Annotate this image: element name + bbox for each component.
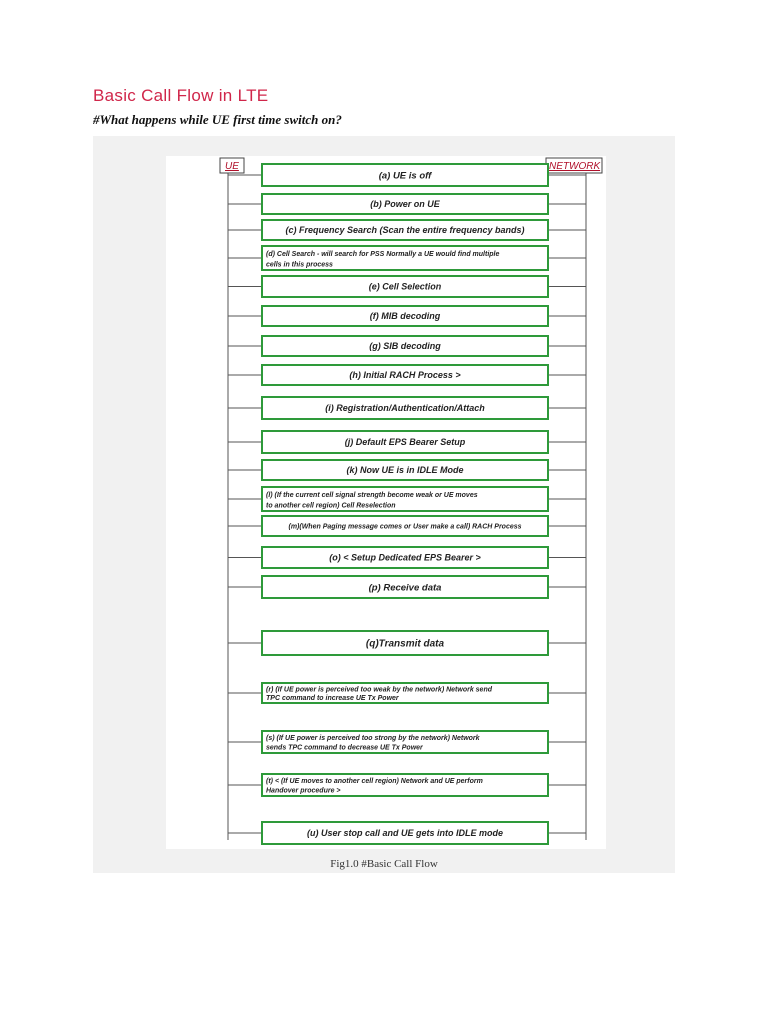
step-label: (o) < Setup Dedicated EPS Bearer > [329,552,481,563]
step-label: (s) (If UE power is perceived too strong by the network) Network [266,735,480,743]
step-label: (m)(When Paging message comes or User make a call) RACH Process [288,523,522,531]
step-label: (a) UE is off [378,170,432,182]
step-label: (u) User stop call and UE gets into IDLE mode [306,828,504,839]
step-label: (c) Frequency Search (Scan the entire frequency bands) [285,225,525,236]
flow-step [228,164,586,186]
step-label: (f) MIB decoding [369,311,441,322]
flow-step [228,547,586,568]
flow-step [228,365,586,385]
network-lane-label: NETWORK [549,161,601,172]
step-label: to another cell region) Cell Reselection [266,502,396,510]
step-label: Handover procedure > [266,787,341,795]
step-label: TPC command to increase UE Tx Power [266,695,399,702]
ue-lane-label: UE [225,161,239,172]
flow-step [228,631,586,655]
flow-step [228,576,586,598]
flow-step [228,431,586,453]
flow-step [228,516,586,536]
step-label: (k) Now UE is in IDLE Mode [346,465,464,476]
step-label: (b) Power on UE [370,199,440,210]
call-flow-diagram [166,156,606,849]
step-label: (e) Cell Selection [368,281,442,292]
flow-step [228,397,586,419]
flow-step [228,336,586,356]
step-label: (g) SIB decoding [369,341,441,352]
steps-group [228,164,586,844]
step-label: (j) Default EPS Bearer Setup [344,437,466,448]
step-label: (q)Transmit data [365,638,445,650]
step-label: (l) (If the current cell signal strength become weak or UE moves [266,492,478,500]
step-label: (t) < (If UE moves to another cell region) Network and UE perform [266,778,483,786]
flow-step [228,220,586,240]
step-label: (h) Initial RACH Process > [349,370,461,381]
page-title: Basic Call Flow in LTE [93,86,269,105]
flow-step [228,774,586,796]
flow-step [228,731,586,753]
step-label: (p) Receive data [368,582,442,594]
flow-step [228,194,586,214]
call-flow-svg [166,156,606,849]
figure-caption: Fig1.0 #Basic Call Flow [330,858,438,870]
step-label: (d) Cell Search - will search for PSS Normally a UE would find multiple [266,251,500,259]
flow-step [228,276,586,297]
page-subtitle: #What happens while UE first time switch on? [93,112,342,127]
flow-step [228,683,586,703]
step-label: cells in this process [266,261,333,269]
flow-step [228,460,586,480]
step-label: (r) (If UE power is perceived too weak by the network) Network send [266,686,492,694]
flow-step [228,487,586,511]
flow-step [228,246,586,270]
flow-step [228,306,586,326]
step-label: (i) Registration/Authentication/Attach [325,403,485,414]
flow-step [228,822,586,844]
step-label: sends TPC command to decrease UE Tx Power [266,744,423,752]
